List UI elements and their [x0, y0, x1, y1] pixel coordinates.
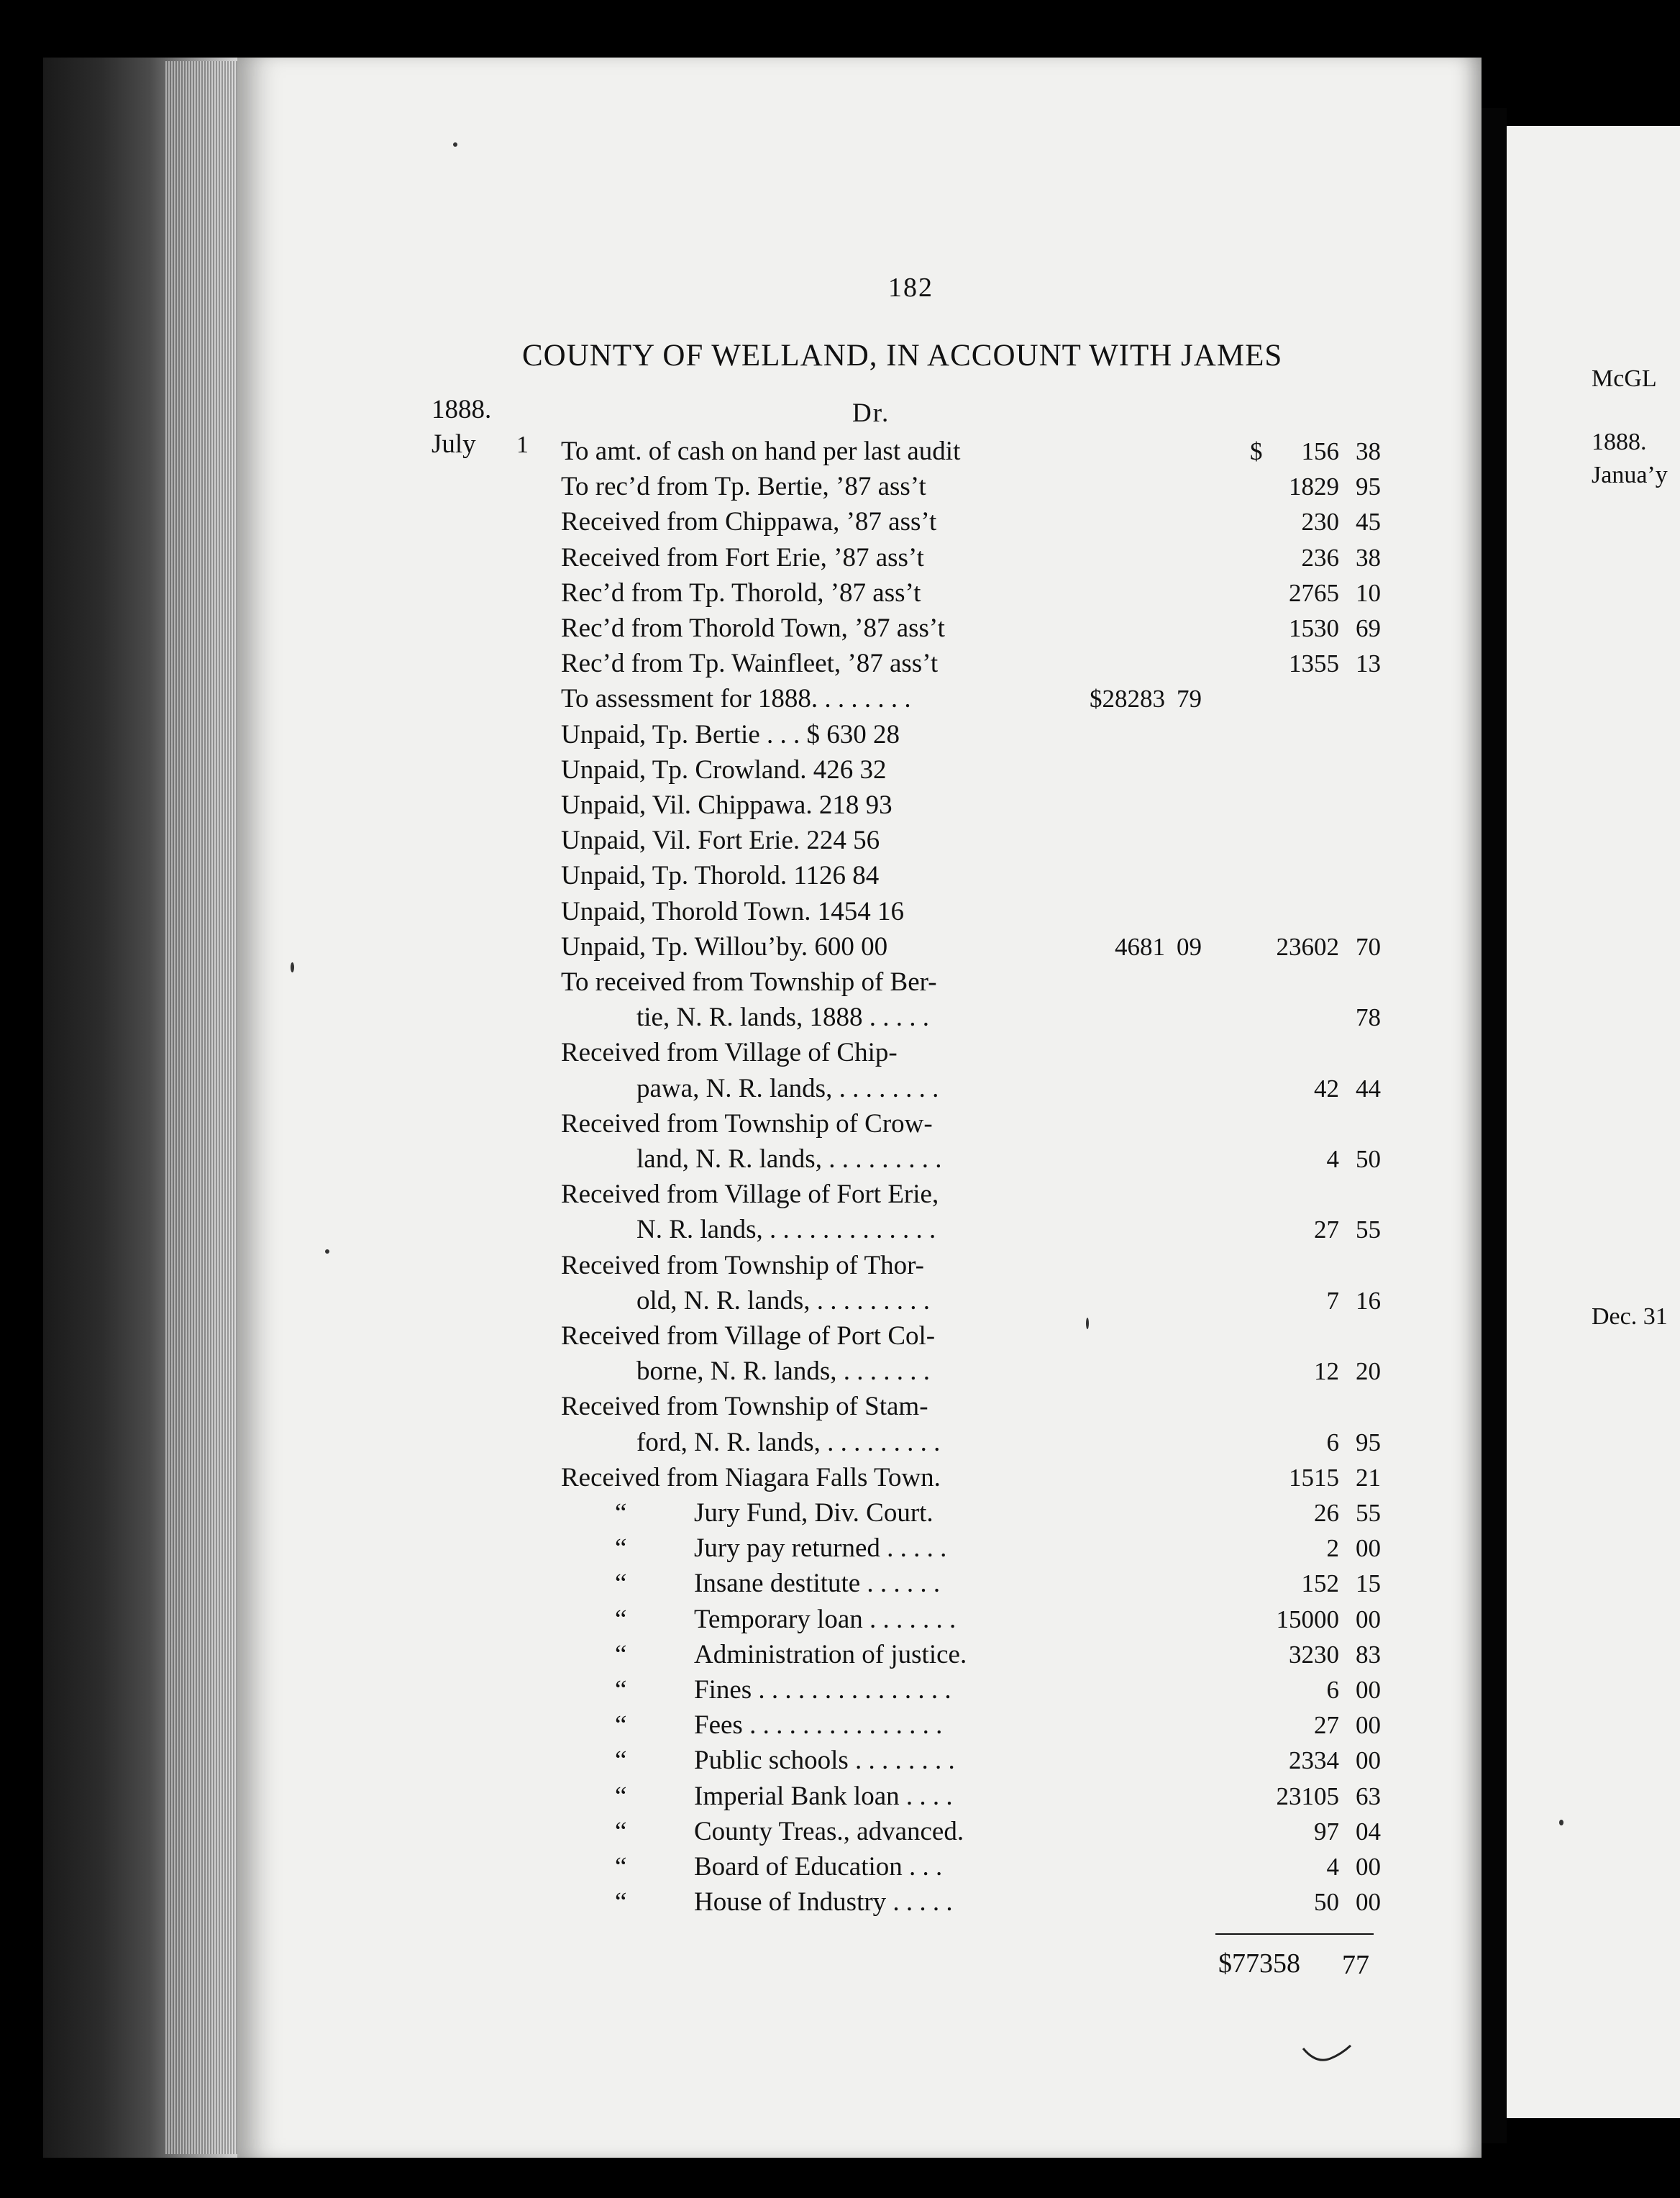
amount-dollars: 97 — [1314, 1817, 1339, 1846]
entry-text: Unpaid, Tp. Crowland. 426 32 — [561, 754, 887, 785]
entry-text: pawa, N. R. lands, . . . . . . . . — [636, 1073, 939, 1103]
entry-text: land, N. R. lands, . . . . . . . . . — [636, 1144, 942, 1174]
entry-text: Fees . . . . . . . . . . . . . . . — [694, 1710, 943, 1741]
entry-text: To rec’d from Tp. Bertie, ’87 ass’t — [561, 472, 926, 502]
amount-dollars: 236 — [1301, 543, 1339, 572]
entry-text: Received from Village of Fort Erie, — [561, 1180, 939, 1210]
entry-text: N. R. lands, . . . . . . . . . . . . . — [636, 1215, 936, 1245]
entry-text: Received from Niagara Falls Town. — [561, 1462, 941, 1492]
entry-text: Received from Township of Crow- — [561, 1108, 933, 1139]
year-label: 1888. — [432, 395, 492, 424]
entry-text: Jury pay returned . . . . . — [694, 1533, 947, 1564]
column-1-dollars: 4681 — [1115, 932, 1165, 961]
amount-cents: 38 — [1356, 543, 1381, 572]
account-title: COUNTY OF WELLAND, IN ACCOUNT WITH JAMES — [522, 339, 1283, 373]
amount-dollars: 4 — [1326, 1853, 1339, 1881]
amount-dollars: 26 — [1314, 1499, 1339, 1527]
amount-cents: 00 — [1356, 1853, 1381, 1881]
entry-text: Unpaid, Vil. Fort Erie. 224 56 — [561, 826, 880, 856]
entry-text: Imperial Bank loan . . . . — [694, 1781, 953, 1811]
entry-text: Unpaid, Tp. Willou’by. 600 00 — [561, 931, 888, 962]
amount-dollars: 230 — [1301, 508, 1339, 537]
right-page — [1507, 126, 1680, 2118]
right-page-heading: McGL — [1592, 365, 1657, 392]
amount-dollars: 27 — [1314, 1216, 1339, 1244]
page-number: 182 — [888, 273, 933, 303]
entry-text: Rec’d from Thorold Town, ’87 ass’t — [561, 614, 945, 643]
amount-dollars: 3230 — [1289, 1640, 1339, 1669]
page-speck — [453, 142, 457, 147]
amount-cents: 20 — [1356, 1357, 1381, 1386]
amount-dollars: 6 — [1326, 1428, 1339, 1456]
amount-dollars: 23602 — [1276, 932, 1339, 961]
entry-text: To assessment for 1888. . . . . . . . — [561, 684, 911, 714]
ditto-mark: “ — [615, 1675, 627, 1705]
entry-text: Received from Chippawa, ’87 ass’t — [561, 507, 937, 537]
date-day: 1 — [516, 432, 529, 458]
amount-cents: 00 — [1356, 1605, 1381, 1633]
entry-text: tie, N. R. lands, 1888 . . . . . — [636, 1003, 929, 1033]
ditto-mark: “ — [615, 1852, 627, 1882]
amount-dollars: 1515 — [1289, 1463, 1339, 1492]
entry-text: House of Industry . . . . . — [694, 1887, 953, 1917]
total-rule — [1215, 1933, 1374, 1935]
entry-text: Administration of justice. — [694, 1639, 967, 1669]
amount-dollars: 27 — [1314, 1711, 1339, 1740]
entry-text: borne, N. R. lands, . . . . . . . — [636, 1356, 930, 1387]
amount-cents: 83 — [1356, 1640, 1381, 1669]
entry-text: Received from Village of Chip- — [561, 1038, 898, 1068]
entry-text: ford, N. R. lands, . . . . . . . . . — [636, 1427, 941, 1457]
debit-heading: Dr. — [852, 398, 890, 428]
entry-text: Insane destitute . . . . . . — [694, 1569, 941, 1599]
entry-text: Rec’d from Tp. Wainfleet, ’87 ass’t — [561, 649, 939, 679]
amount-cents: 00 — [1356, 1676, 1381, 1704]
entry-text: old, N. R. lands, . . . . . . . . . — [636, 1285, 931, 1315]
amount-dollars: 2 — [1326, 1534, 1339, 1563]
amount-cents: 13 — [1356, 649, 1381, 678]
amount-cents: 04 — [1356, 1817, 1381, 1846]
entry-text: To received from Township of Ber- — [561, 967, 937, 997]
total-dollars: $77358 — [1218, 1948, 1300, 1979]
page-speck — [291, 962, 294, 972]
entry-text: Rec’d from Tp. Thorold, ’87 ass’t — [561, 578, 921, 608]
check-mark — [1302, 2043, 1352, 2064]
amount-dollars: 1530 — [1289, 614, 1339, 642]
right-page-date: Dec. 31 — [1592, 1303, 1668, 1330]
amount-cents: 10 — [1356, 578, 1381, 607]
page-speck — [1559, 1820, 1563, 1825]
amount-dollars: 4 — [1326, 1145, 1339, 1173]
ditto-mark: “ — [615, 1498, 627, 1528]
ditto-mark: “ — [615, 1639, 627, 1669]
entry-text: Unpaid, Tp. Thorold. 1126 84 — [561, 861, 880, 891]
entry-text: Jury Fund, Div. Court. — [694, 1498, 933, 1528]
right-page-year: 1888. — [1592, 429, 1647, 455]
ditto-mark: “ — [615, 1781, 627, 1811]
entry-text: County Treas., advanced. — [694, 1816, 964, 1846]
amount-cents: 78 — [1356, 1003, 1381, 1032]
amount-dollars: 1355 — [1289, 649, 1339, 678]
ditto-mark: “ — [615, 1710, 627, 1741]
entry-text: Unpaid, Tp. Bertie . . . $ 630 28 — [561, 719, 900, 749]
amount-dollars: 2765 — [1289, 578, 1339, 607]
entry-text: Received from Fort Erie, ’87 ass’t — [561, 542, 924, 573]
entry-text: Public schools . . . . . . . . — [694, 1746, 955, 1776]
entry-text: Received from Township of Stam- — [561, 1392, 928, 1422]
entry-text: Board of Education . . . — [694, 1852, 943, 1882]
amount-cents: 00 — [1356, 1534, 1381, 1563]
dollar-sign: $ — [1250, 437, 1263, 465]
amount-cents: 50 — [1356, 1145, 1381, 1173]
ditto-mark: “ — [615, 1533, 627, 1564]
amount-cents: 70 — [1356, 932, 1381, 961]
entry-text: Fines . . . . . . . . . . . . . . . — [694, 1675, 951, 1705]
amount-cents: 55 — [1356, 1499, 1381, 1527]
page-speck — [1086, 1318, 1089, 1329]
right-page-month: Janua’y — [1592, 462, 1668, 488]
book-page-edge-lines — [165, 61, 237, 2154]
amount-cents: 15 — [1356, 1569, 1381, 1598]
amount-cents: 00 — [1356, 1888, 1381, 1917]
amount-dollars: 156 — [1301, 437, 1339, 465]
amount-cents: 38 — [1356, 437, 1381, 465]
entry-text: Unpaid, Thorold Town. 1454 16 — [561, 896, 905, 926]
column-1-dollars: $28283 — [1090, 685, 1165, 713]
ditto-mark: “ — [615, 1604, 627, 1634]
amount-cents: 00 — [1356, 1711, 1381, 1740]
total-cents: 77 — [1342, 1950, 1369, 1980]
ditto-mark: “ — [615, 1887, 627, 1917]
entry-text: Unpaid, Vil. Chippawa. 218 93 — [561, 790, 892, 820]
amount-dollars: 42 — [1314, 1074, 1339, 1103]
ditto-mark: “ — [615, 1569, 627, 1599]
entry-text: Temporary loan . . . . . . . — [694, 1604, 957, 1634]
amount-cents: 95 — [1356, 1428, 1381, 1456]
amount-dollars: 6 — [1326, 1676, 1339, 1704]
ditto-mark: “ — [615, 1746, 627, 1776]
amount-dollars: 1829 — [1289, 473, 1339, 501]
amount-cents: 45 — [1356, 508, 1381, 537]
amount-dollars: 23105 — [1276, 1782, 1339, 1810]
amount-cents: 00 — [1356, 1746, 1381, 1775]
amount-cents: 63 — [1356, 1782, 1381, 1810]
column-1-cents: 79 — [1177, 685, 1202, 713]
entry-text: Received from Township of Thor- — [561, 1250, 924, 1280]
book-gutter — [1482, 108, 1507, 2143]
amount-cents: 21 — [1356, 1463, 1381, 1492]
amount-dollars: 15000 — [1276, 1605, 1339, 1633]
amount-dollars: 12 — [1314, 1357, 1339, 1386]
page-speck — [325, 1249, 329, 1254]
amount-cents: 95 — [1356, 473, 1381, 501]
amount-dollars: 2334 — [1289, 1746, 1339, 1775]
amount-cents: 16 — [1356, 1286, 1381, 1315]
entry-text: To amt. of cash on hand per last audit — [561, 437, 961, 466]
amount-cents: 55 — [1356, 1216, 1381, 1244]
amount-dollars: 50 — [1314, 1888, 1339, 1917]
amount-dollars: 152 — [1301, 1569, 1339, 1598]
amount-cents: 44 — [1356, 1074, 1381, 1103]
amount-cents: 69 — [1356, 614, 1381, 642]
entry-text: Received from Village of Port Col- — [561, 1321, 936, 1351]
column-1-cents: 09 — [1177, 932, 1202, 961]
date-month: July — [432, 429, 476, 459]
ditto-mark: “ — [615, 1816, 627, 1846]
amount-dollars: 7 — [1326, 1286, 1339, 1315]
